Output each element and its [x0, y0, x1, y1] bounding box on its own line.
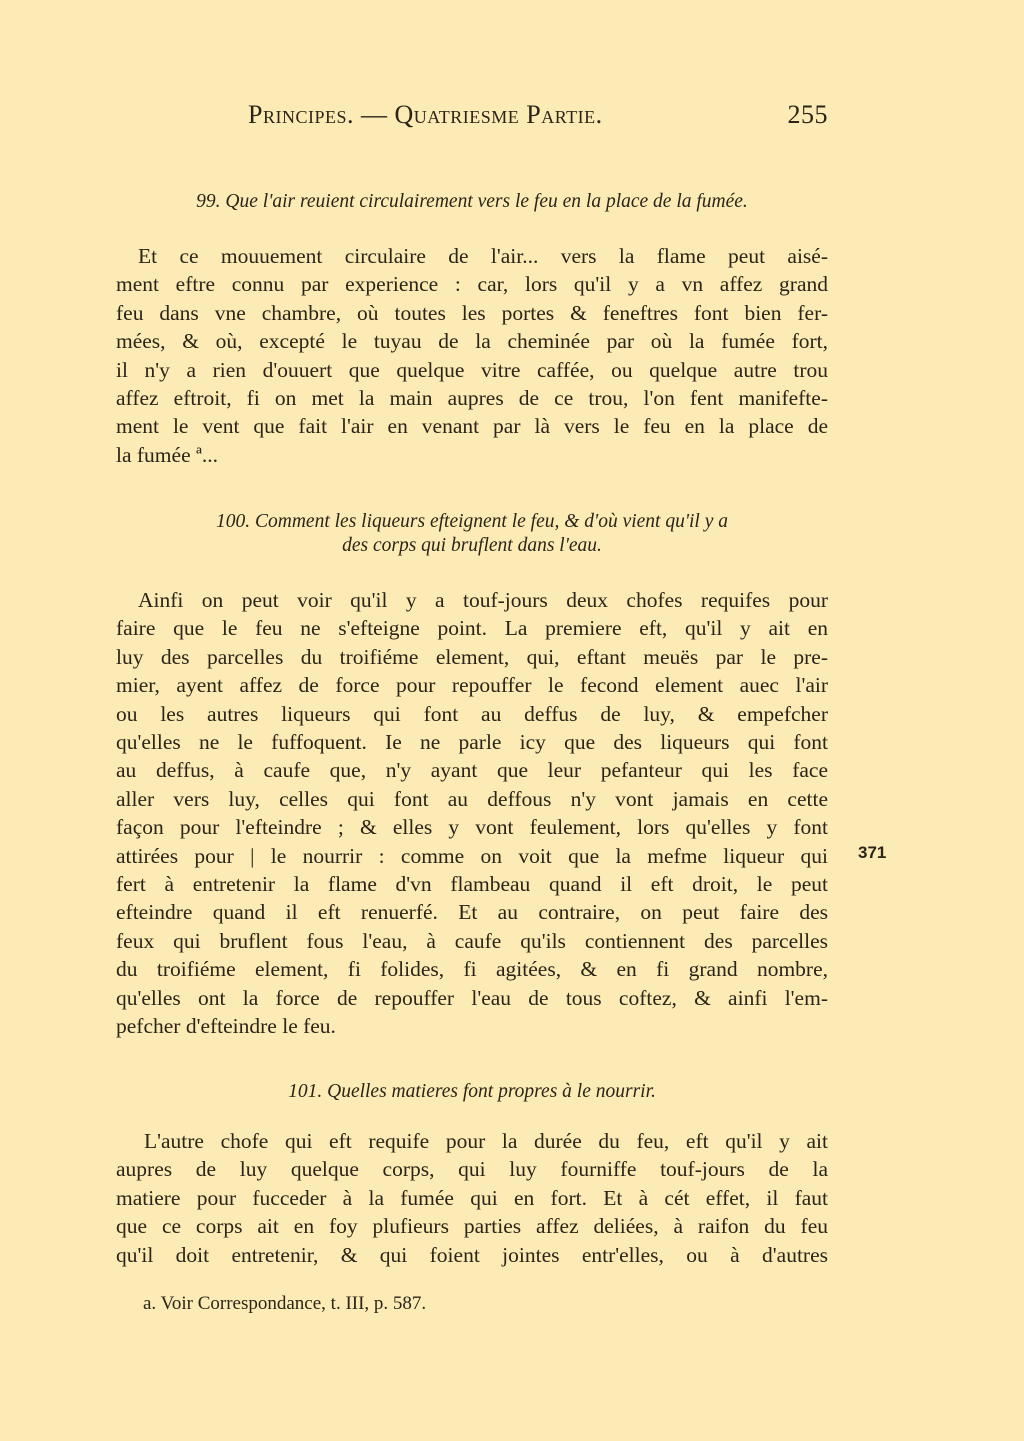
section-99-title: Que l'air reuient circulairement vers le feu en la place de la fumée.: [225, 191, 748, 212]
text-line: qu'il doit entretenir, & qui foient jointes entr'elles, ou à d'autres: [116, 1242, 828, 1267]
footnote: a. Voir Correspondance, t. III, p. 587.: [143, 1293, 427, 1314]
text-line: ou les autres liqueurs qui font au deffus de luy, & empefcher: [116, 701, 828, 726]
section-101-number: 101.: [288, 1081, 323, 1102]
text-line: fert à entretenir la flame d'vn flambeau quand il eft droit, le peut: [116, 872, 828, 897]
text-line: L'autre chofe qui eft requife pour la durée du feu, eft qu'il y ait: [144, 1129, 828, 1153]
section-99-number: 99.: [196, 191, 221, 212]
text-line: efteindre quand il eft renuerfé. Et au contraire, on peut faire des: [116, 900, 828, 925]
section-100-number: 100.: [216, 511, 251, 532]
text-line: aupres de luy quelque corps, qui luy fourniffe touf-jours de la: [116, 1157, 828, 1182]
page-number: 255: [787, 100, 828, 129]
section-101-title: Quelles matieres font propres à le nourrir.: [327, 1081, 656, 1102]
text-line: Ainfi on peut voir qu'il y a touf-jours deux chofes requifes pour: [138, 588, 828, 612]
section-100-heading: [116, 510, 828, 558]
text-line: que ce corps ait en foy plufieurs parties affez deliées, à raifon du feu: [116, 1214, 828, 1239]
section-99-heading: [116, 190, 828, 214]
text-line: au deffus, à caufe que, n'y ayant que leur pefanteur qui les face: [116, 758, 828, 783]
text-line: attirées pour | le nourrir : comme on voit que la mefme liqueur qui: [116, 843, 828, 868]
text-line: il n'y a rien d'ouuert que quelque vitre caffée, ou quelque autre trou: [116, 357, 828, 382]
running-title: Principes. — Quatriesme Partie.: [248, 100, 603, 129]
text-line: aller vers luy, celles qui font au deffous n'y vont jamais en cette: [116, 786, 828, 811]
text-line: ment le vent que fait l'air en venant par là vers le feu en la place de: [116, 414, 828, 439]
margin-reference-number: 371: [858, 843, 887, 862]
text-line: façon pour l'efteindre ; & elles y vont feulement, lors qu'elles y font: [116, 815, 828, 840]
section-100-title-line-1: Comment les liqueurs efteignent le feu, & d'où vient qu'il y a: [255, 511, 728, 532]
text-line: qu'elles ont la force de repouffer l'eau de tous coftez, & ainfi l'em-: [116, 985, 828, 1010]
text-line: ment eftre connu par experience : car, lors qu'il y a vn affez grand: [116, 272, 828, 297]
text-line: pefcher d'efteindre le feu.: [116, 1014, 336, 1039]
section-101-paragraph: [116, 1127, 828, 1269]
text-line: affez eftroit, fi on met la main aupres de ce trou, l'on fent manifefte-: [116, 386, 828, 411]
section-99-paragraph: [116, 242, 828, 469]
text-line: du troifiéme element, fi folides, fi agitées, & en fi grand nombre,: [116, 957, 828, 982]
text-line: mées, & où, excepté le tuyau de la cheminée par où la fumée fort,: [116, 329, 828, 354]
text-line: qu'elles ne le fuffoquent. Ie ne parle icy que des liqueurs qui font: [116, 730, 828, 755]
text-line: mier, ayent affez de force pour repouffer le fecond element auec l'air: [116, 673, 828, 698]
text-line: Et ce mouuement circulaire de l'air... vers la flame peut aisé-: [138, 244, 828, 268]
text-line: matiere pour fucceder à la fumée qui en fort. Et à cét effet, il faut: [116, 1185, 828, 1210]
text-line: luy des parcelles du troifiéme element, qui, eftant meuës par le pre-: [116, 644, 828, 669]
section-100-title-line-2: des corps qui bruflent dans l'eau.: [342, 535, 602, 556]
text-line: feu dans vne chambre, où toutes les portes & feneftres font bien fer-: [116, 300, 828, 325]
text-line: feux qui bruflent fous l'eau, à caufe qu'ils contiennent des parcelles: [116, 928, 828, 953]
text-line: faire que le feu ne s'efteigne point. La premiere eft, qu'il y ait en: [116, 616, 828, 641]
section-101-heading: [116, 1080, 828, 1104]
text-line: la fumée ª...: [116, 442, 219, 467]
page-header: [248, 100, 828, 136]
section-100-paragraph: [116, 586, 828, 1041]
